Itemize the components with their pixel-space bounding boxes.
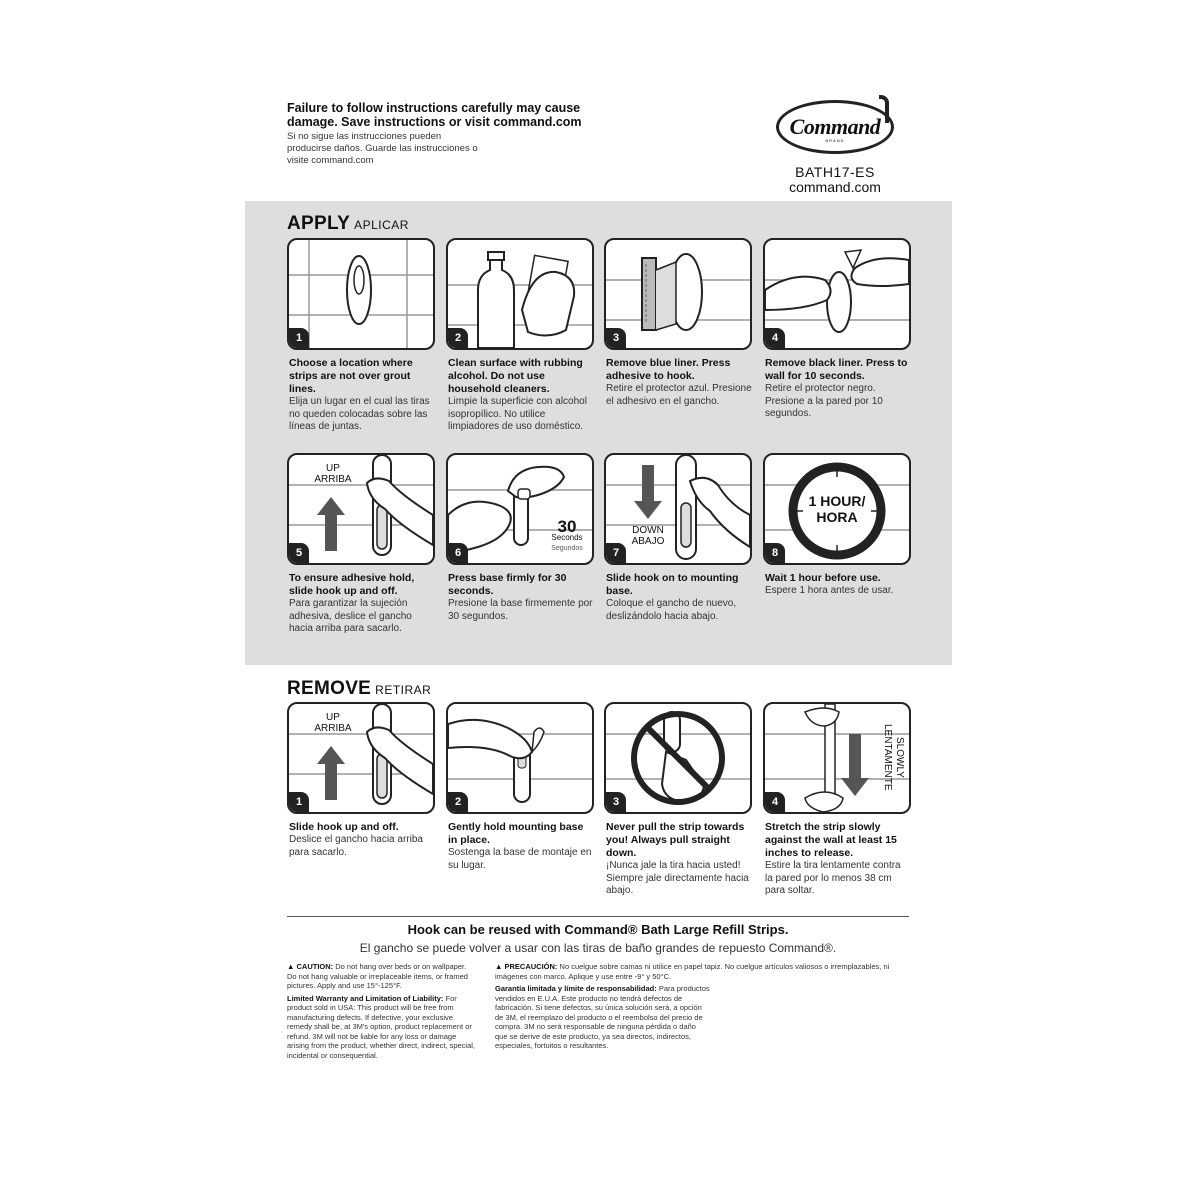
remove-step-2 [446, 702, 594, 872]
up-label-en: UP [326, 712, 340, 723]
logo-subtext: BRAND [825, 138, 845, 143]
down-label-es: ABAJO [631, 536, 665, 547]
apply-step-1 [287, 238, 435, 434]
caution-label: ▲ CAUTION: [287, 962, 334, 971]
up-label-es: ARRIBA [314, 723, 352, 734]
apply-title [287, 213, 409, 235]
step-text-es: Sostenga la base de montaje en su lugar. [448, 847, 592, 871]
remove-title [287, 678, 431, 700]
fine-print-spanish [495, 962, 910, 1054]
fine-print-english [287, 962, 477, 1063]
hold-base-icon [448, 704, 592, 812]
apply-step-8 [763, 453, 911, 598]
precaucion-text: No cuelgue sobre camas ni utilice en papel tapiz. No cuelgue artículos valiosos o irremplazables, ni imágenes con marco. Aplique y use entre -9° y 50°C. [495, 962, 890, 981]
step-illustration [287, 702, 435, 814]
product-code: BATH17-ES [795, 164, 875, 180]
step-text-es: Coloque el gancho de nuevo, deslizándolo hacia abajo. [606, 598, 737, 622]
warning-english: Failure to follow instructions carefully may cause damage. Save instructions or visit command.com [287, 101, 582, 129]
logo-hook-icon [879, 95, 889, 123]
down-label [624, 525, 672, 547]
one-hour-label [787, 493, 887, 525]
step-number: 2 [448, 792, 468, 812]
apply-step-3 [604, 238, 752, 408]
apply-title-en: APPLY [287, 213, 351, 234]
header-warning [287, 101, 587, 167]
step-text-en: Never pull the strip towards you! Always pull straight down. [606, 821, 745, 859]
step-number: 1 [289, 792, 309, 812]
warranty-text: For product sold in USA: This product will be free from manufacturing defects. If defective, your exclusive remedy shall be, at 3M's option, product replacement or refund. 3M will not be liable for any loss or damage arising from the product, whether direct, indirect, special, incidental or consequential. [287, 993, 476, 1060]
step-number: 4 [765, 792, 785, 812]
step-text-es: Limpie la superficie con alcohol isopropílico. No utilice limpiadores de uso doméstico. [448, 396, 587, 432]
remove-step-1 [287, 702, 435, 859]
clean-surface-icon [448, 240, 592, 348]
step-text-en: To ensure adhesive hold, slide hook up and off. [289, 572, 415, 597]
down-label-en: DOWN [632, 525, 664, 536]
step-illustration [763, 238, 911, 350]
step-illustration [446, 702, 594, 814]
step-number: 5 [289, 543, 309, 563]
hook-on-tile-icon [289, 240, 433, 348]
reuse-note-es: El gancho se puede volver a usar con las tiras de baño grandes de repuesto Command®. [359, 941, 837, 955]
step-text-es: Deslice el gancho hacia arriba para sacarlo. [289, 834, 423, 858]
reuse-note-en: Hook can be reused with Command® Bath Large Refill Strips. [407, 922, 789, 937]
step-text-en: Wait 1 hour before use. [765, 572, 881, 584]
step-number: 4 [765, 328, 785, 348]
step-illustration [287, 238, 435, 350]
seconds-number: 30 [557, 517, 577, 536]
step-text-en: Press base firmly for 30 seconds. [448, 572, 567, 597]
press-to-wall-icon [765, 240, 909, 348]
step-illustration [604, 453, 752, 565]
section-divider [287, 916, 909, 917]
step-illustration [604, 702, 752, 814]
step-number: 7 [606, 543, 626, 563]
warranty-label: Limited Warranty and Limitation of Liability: [287, 993, 444, 1003]
step-illustration [604, 238, 752, 350]
step-illustration [446, 453, 594, 565]
apply-title-es: APLICAR [354, 218, 409, 232]
warning-spanish: Si no sigue las instrucciones pueden producirse daños. Guarde las instrucciones o visite command.com [287, 131, 478, 166]
step-text-es: Presione la base firmemente por 30 segundos. [448, 598, 593, 622]
brand-block [760, 100, 910, 195]
apply-step-7 [604, 453, 752, 623]
slowly-label-en: SLOWLY [894, 736, 905, 778]
remove-liner-icon [606, 240, 750, 348]
step-text-es: ¡Nunca jale la tira hacia usted! Siempre jale directamente hacia abajo. [606, 860, 749, 896]
up-label [311, 712, 355, 734]
step-number: 8 [765, 543, 785, 563]
step-number: 2 [448, 328, 468, 348]
hour-label-en: 1 HOUR/ [808, 493, 866, 509]
step-text-es: Para garantizar la sujeción adhesiva, deslice el gancho hacia arriba para sacarlo. [289, 598, 412, 634]
remove-step-3 [604, 702, 752, 898]
up-label [311, 463, 355, 485]
step-number: 3 [606, 328, 626, 348]
step-text-en: Choose a location where strips are not over grout lines. [289, 357, 413, 395]
step-text-en: Remove blue liner. Press adhesive to hook. [606, 357, 731, 382]
up-label-es: ARRIBA [314, 474, 352, 485]
step-illustration [763, 702, 911, 814]
brand-website: command.com [789, 179, 881, 195]
up-label-en: UP [326, 463, 340, 474]
apply-step-2 [446, 238, 594, 434]
step-illustration [446, 238, 594, 350]
step-number: 3 [606, 792, 626, 812]
hour-label-es: HORA [816, 509, 858, 525]
step-number: 6 [448, 543, 468, 563]
step-text-es: Elija un lugar en el cual las tiras no queden colocadas sobre las líneas de juntas. [289, 396, 430, 432]
step-number: 1 [289, 328, 309, 348]
slowly-label-es: LENTAMENTE [882, 723, 893, 791]
step-text-en: Gently hold mounting base in place. [448, 821, 584, 846]
step-text-es: Estire la tira lentamente contra la pared por lo menos 38 cm para soltar. [765, 860, 901, 896]
step-text-en: Stretch the strip slowly against the wall at least 15 inches to release. [765, 821, 897, 859]
step-text-en: Slide hook on to mounting base. [606, 572, 739, 597]
logo-text: Command [789, 114, 881, 139]
step-text-en: Clean surface with rubbing alcohol. Do not use household cleaners. [448, 357, 583, 395]
apply-step-4 [763, 238, 911, 421]
caution-text: Do not hang over beds or on wallpaper. Do not hang valuable or irreplaceable items, or framed pictures. Apply and use 15°-125°F. [287, 962, 468, 990]
thirty-seconds-label [544, 517, 590, 554]
apply-step-5 [287, 453, 435, 636]
apply-step-6 [446, 453, 594, 623]
garantia-text: Para productos vendidos en E.U.A. Este producto no tendrá defectos de fabricación. Si tiene defectos, su única solución será, a opción de 3M, el reemplazo del producto o el reembolso del precio de compra. 3M no será responsable de ninguna pérdida o daño que se derive de este producto, ya sea directos, indirectos, especiales, fortuitos o resultantes. [495, 984, 710, 1050]
step-text-es: Retire el protector azul. Presione el adhesivo en el gancho. [606, 383, 752, 407]
slowly-label [861, 712, 905, 802]
step-text-es: Espere 1 hora antes de usar. [765, 585, 894, 596]
garantia-label: Garantía limitada y límite de responsabilidad: [495, 984, 657, 993]
step-text-en: Remove black liner. Press to wall for 10 seconds. [765, 357, 908, 382]
step-illustration [763, 453, 911, 565]
command-logo [776, 100, 894, 154]
seconds-es: Segundos [551, 545, 583, 552]
step-text-en: Slide hook up and off. [289, 821, 399, 833]
remove-step-4 [763, 702, 911, 898]
precaucion-label: ▲ PRECAUCIÓN: [495, 962, 558, 971]
step-text-es: Retire el protector negro. Presione a la pared por 10 segundos. [765, 383, 883, 419]
step-illustration [287, 453, 435, 565]
seconds-en: Seconds [551, 533, 583, 542]
no-pull-towards-icon [606, 704, 750, 812]
remove-title-es: RETIRAR [375, 683, 432, 697]
remove-title-en: REMOVE [287, 678, 372, 699]
